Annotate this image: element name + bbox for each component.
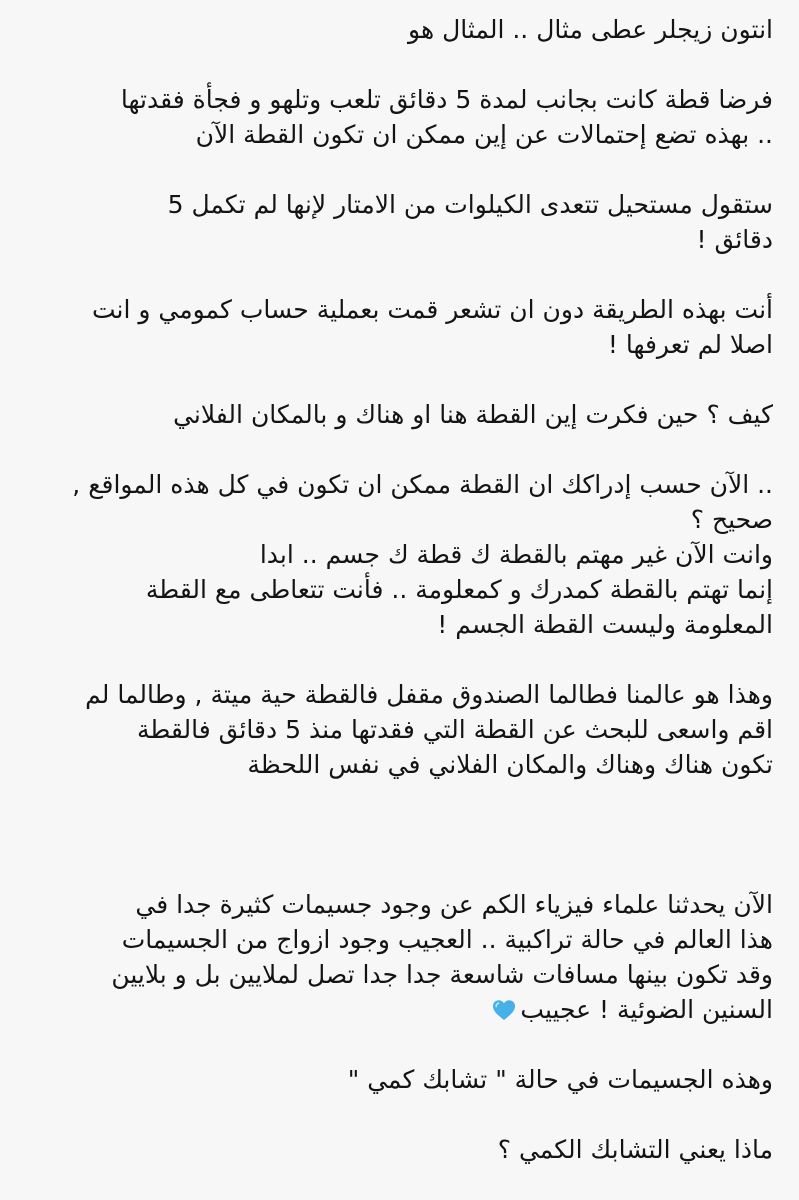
text-line: اقم واسعى للبحث عن القطة التي فقدتها منذ 5 دقائق فالقطة [136,715,773,744]
text-line: وقد تكون بينها مسافات شاسعة جدا جدا تصل لملايين بل و بلايين [111,960,773,989]
paragraph-question [24,1132,773,1167]
blue-heart-icon [492,999,516,1021]
paragraph-intro [24,12,773,47]
text-line: هذا العالم في حالة تراكبية .. العجيب وجود ازواج من الجسيمات [121,925,773,954]
text-line: فرضا قطة كانت بجانب لمدة 5 دقائق تلعب وتلهو و فجأة فقدتها [120,85,773,114]
text-line: السنين الضوئية ! عجييب [520,995,773,1024]
paragraph-how [24,397,773,432]
text-line: أنت بهذه الطريقة دون ان تشعر قمت بعملية حساب كمومي و انت [91,295,773,324]
text-line: .. بهذه تضع إحتمالات عن إين ممكن ان تكون القطة الآن [195,120,773,149]
paragraph-perception [24,467,773,642]
text-line: دقائق ! [696,225,773,254]
paragraph-impossible [24,187,773,257]
text-line: وهذه الجسيمات في حالة " تشابك كمي " [347,1065,773,1094]
text-line: ماذا يعني التشابك الكمي ؟ [497,1135,773,1164]
paragraph-quantum-calc [24,292,773,362]
text-line: انتون زيجلر عطى مثال .. المثال هو [408,15,773,44]
text-line: الآن يحدثنا علماء فيزياء الكم عن وجود جسيمات كثيرة جدا في [135,890,773,919]
text-line: المعلومة وليست القطة الجسم ! [437,610,773,639]
text-line: إنما تهتم بالقطة كمدرك و كمعلومة .. فأنت تتعاطى مع القطة [145,575,773,604]
paragraph-cat-example [24,82,773,152]
text-line: .. الآن حسب إدراكك ان القطة ممكن ان تكون في كل هذه المواقع , [72,470,773,499]
text-line: تكون هناك وهناك والمكان الفلاني في نفس اللحظة [247,750,773,779]
text-line: وانت الآن غير مهتم بالقطة ك قطة ك جسم .. ابدا [259,540,773,569]
text-line-with-heart [24,992,773,1027]
paragraph-physicists [24,887,773,1027]
text-line: وهذا هو عالمنا فطالما الصندوق مقفل فالقطة حية ميتة , وطالما لم [85,680,773,709]
text-line: ستقول مستحيل تتعدى الكيلوات من الامتار لإنها لم تكمل 5 [167,190,773,219]
text-line: صحيح ؟ [690,505,773,534]
text-line: اصلا لم تعرفها ! [607,330,773,359]
paragraph-our-world [24,677,773,782]
text-line: كيف ؟ حين فكرت إين القطة هنا او هناك و بالمكان الفلاني [173,400,773,429]
paragraph-entanglement [24,1062,773,1097]
